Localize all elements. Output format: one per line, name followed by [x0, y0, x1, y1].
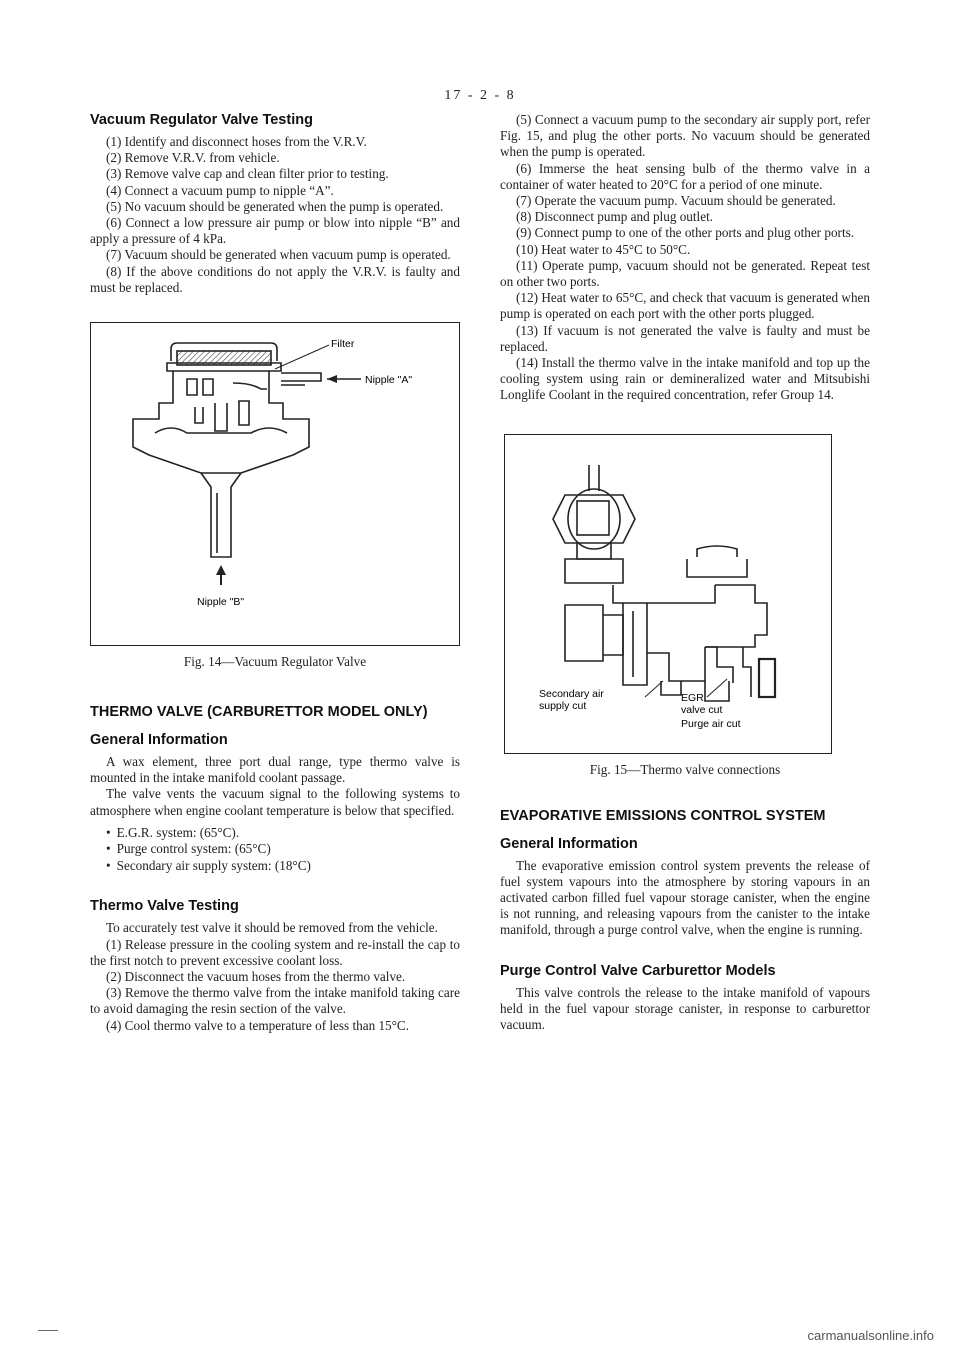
thermo-step-4: (4) Cool thermo valve to a temperature of less than 15°C.	[106, 1017, 410, 1033]
fig15-secondary-label-2: supply cut	[539, 699, 587, 712]
thermo-testing-heading: Thermo Valve Testing	[90, 898, 239, 915]
thermo-general-p1: A wax element, three port dual range, type thermo valve is mounted in the intake manifold coolant passage.	[90, 754, 460, 786]
fig15-purge-label: Purge air cut	[681, 717, 741, 730]
right-column	[500, 112, 870, 1033]
evap-title: EVAPORATIVE EMISSIONS CONTROL SYSTEM	[500, 807, 826, 824]
page-number: 17 - 2 - 8	[444, 88, 516, 103]
vrv-step-3: (3) Remove valve cap and clean filter prior to testing.	[106, 166, 389, 182]
fig15-egr-label-2: valve cut	[681, 703, 723, 716]
purge-p1: This valve controls the release to the intake manifold of vapours held in the fuel vapour storage canister, in response to carburettor vacuum.	[500, 984, 870, 1033]
bullet-secondary-air: • Secondary air supply system: (18°C)	[90, 858, 460, 875]
thermo-general-p2: The valve vents the vacuum signal to the following systems to atmosphere when engine coolant temperature is below that specified.	[90, 786, 460, 818]
vrv-testing-heading: Vacuum Regulator Valve Testing	[90, 112, 313, 128]
fig15-secondary-label-1: Secondary air	[539, 687, 604, 700]
evap-general-heading: General Information	[500, 835, 638, 852]
footer-watermark: carmanualsonline.info	[807, 1328, 934, 1343]
thermo-step-6: (6) Immerse the heat sensing bulb of the thermo valve in a container of water heated to 20°C for a period of one minute.	[500, 160, 870, 192]
left-column	[90, 112, 460, 1034]
evap-general-p1: The evaporative emission control system prevents the release of fuel system vapours into the atmosphere by storing vapours in an activated carbon filled fuel vapour storage canister, when the engine is not running, and releasing vapours from the canister to the intake manifold, through a purge control valve, when the engine is running.	[500, 857, 870, 938]
thermo-step-12: (12) Heat water to 65°C, and check that vacuum is generated when pump is operated on each port with the other ports plugged.	[500, 290, 870, 322]
thermo-step-9: (9) Connect pump to one of the other ports and plug other ports.	[516, 225, 855, 241]
fig14-filter-label: Filter	[331, 338, 355, 351]
bullet-egr: • E.G.R. system: (65°C).	[90, 825, 460, 842]
fig15-caption: Fig. 15—Thermo valve connections	[589, 761, 781, 777]
thermo-testing-intro: To accurately test valve it should be removed from the vehicle.	[106, 920, 438, 936]
fig15-figure	[504, 434, 832, 754]
thermo-step-14: (14) Install the thermo valve in the intake manifold and top up the cooling system using rain or demineralized water and Mitsubishi Longlife Coolant in the required concentration, refer Group 14.	[500, 355, 870, 403]
vrv-step-8: (8) If the above conditions do not apply the V.R.V. is faulty and must be replaced.	[90, 263, 460, 295]
vrv-diagram	[91, 323, 459, 645]
thermo-step-13: (13) If vacuum is not generated the valve is faulty and must be replaced.	[500, 322, 870, 354]
fig14-nipple-a-label: Nipple "A"	[365, 374, 413, 387]
thermo-valve-diagram	[505, 435, 831, 753]
vrv-step-1: (1) Identify and disconnect hoses from the V.R.V.	[106, 134, 367, 149]
thermo-step-8: (8) Disconnect pump and plug outlet.	[516, 209, 714, 225]
vrv-step-6: (6) Connect a low pressure air pump or blow into nipple “B” and apply a pressure of 4 kPa.	[90, 215, 460, 247]
vrv-step-7: (7) Vacuum should be generated when vacuum pump is operated.	[106, 247, 451, 263]
vrv-step-2: (2) Remove V.R.V. from vehicle.	[106, 150, 280, 166]
thermo-step-1: (1) Release pressure in the cooling system and re-install the cap to the first notch to prevent excessive coolant loss.	[90, 936, 460, 968]
thermo-step-5: (5) Connect a vacuum pump to the secondary air supply port, refer Fig. 15, and plug the other ports. No vacuum should be generated when the pump is operated.	[500, 112, 870, 160]
fig14-nipple-b-label: Nipple "B"	[197, 596, 245, 609]
vrv-step-4: (4) Connect a vacuum pump to nipple “A”.	[106, 182, 334, 198]
purge-heading: Purge Control Valve Carburettor Models	[500, 962, 776, 979]
vrv-step-5: (5) No vacuum should be generated when the pump is operated.	[106, 198, 444, 214]
bullet-purge: • Purge control system: (65°C)	[90, 841, 460, 858]
thermo-valve-title: THERMO VALVE (CARBURETTOR MODEL ONLY)	[90, 704, 428, 721]
fig15-egr-label-1: EGR	[681, 691, 704, 704]
thermo-step-2: (2) Disconnect the vacuum hoses from the thermo valve.	[106, 968, 406, 984]
fig14-figure	[90, 322, 460, 646]
thermo-step-7: (7) Operate the vacuum pump. Vacuum should be generated.	[516, 193, 836, 209]
thermo-step-3: (3) Remove the thermo valve from the intake manifold taking care to avoid damaging the resin section of the valve.	[90, 985, 460, 1017]
thermo-step-10: (10) Heat water to 45°C to 50°C.	[516, 241, 691, 257]
thermo-general-heading: General Information	[90, 732, 228, 749]
thermo-step-11: (11) Operate pump, vacuum should not be generated. Repeat test on other two ports.	[500, 257, 870, 290]
fig14-caption: Fig. 14—Vacuum Regulator Valve	[183, 654, 367, 670]
